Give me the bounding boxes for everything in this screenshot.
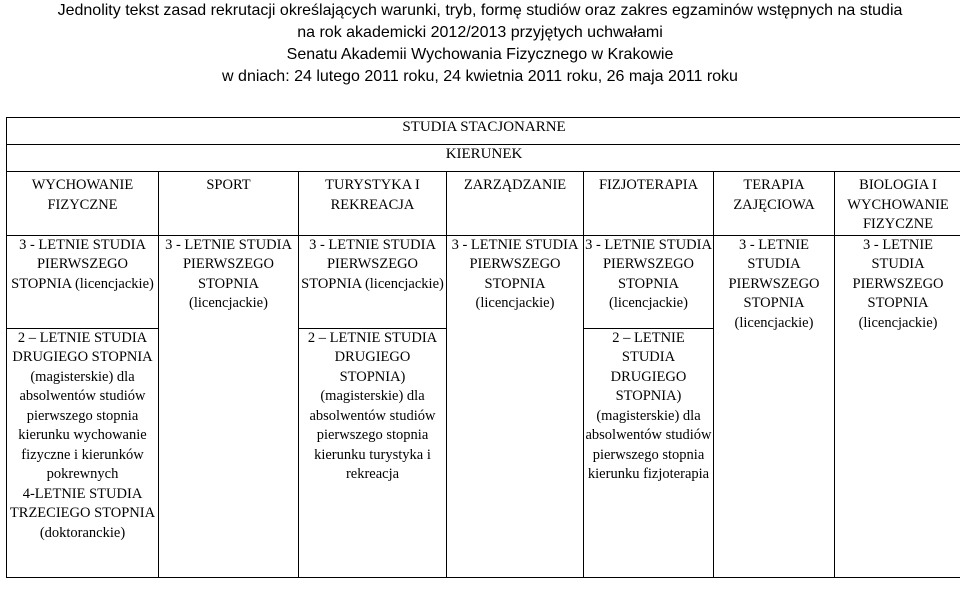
cell-bio-first: 3 - LETNIE STUDIA PIERWSZEGO STOPNIA (licencjackie) [835, 235, 960, 577]
cell-tir-second: 2 – LETNIE STUDIA DRUGIEGO STOPNIA) (magisterskie) dla absolwentów studiów pierwszego stopnia kierunku turystyka i rekreacja [299, 328, 447, 577]
col-header-zarzadzanie: ZARZĄDZANIE [447, 172, 584, 236]
col-header-turystyka: TURYSTYKA I REKREACJA [299, 172, 447, 236]
cell-wf-third-text: 4-LETNIE STUDIA TRZECIEGO STOPNIA (doktoranckie) [9, 485, 156, 541]
cell-terapia-first: 3 - LETNIE STUDIA PIERWSZEGO STOPNIA (licencjackie) [714, 235, 835, 577]
header-line-3: Senatu Akademii Wychowania Fizycznego w Krakowie [286, 46, 674, 63]
cell-wf-first: 3 - LETNIE STUDIA PIERWSZEGO STOPNIA (licencjackie) [7, 235, 159, 328]
cell-zarz-first: 3 - LETNIE STUDIA PIERWSZEGO STOPNIA (licencjackie) [447, 235, 584, 577]
cell-sport-first: 3 - LETNIE STUDIA PIERWSZEGO STOPNIA (licencjackie) [159, 235, 299, 577]
document-header [0, 0, 960, 88]
study-mode-cell: STUDIA STACJONARNE [7, 118, 960, 145]
col-header-sport: SPORT [159, 172, 299, 236]
col-header-fizjoterapia: FIZJOTERAPIA [584, 172, 714, 236]
cell-fizjo-first: 3 - LETNIE STUDIA PIERWSZEGO STOPNIA (licencjackie) [584, 235, 714, 328]
kierunek-cell: KIERUNEK [7, 145, 960, 172]
col-header-terapia: TERAPIA ZAJĘCIOWA [714, 172, 835, 236]
cell-wf-second-text: 2 – LETNIE STUDIA DRUGIEGO STOPNIA (magisterskie) dla absolwentów studiów pierwszego stopnia kierunku wychowanie fizyczne i kierunków pokrewnych [12, 329, 153, 482]
col-header-biologia: BIOLOGIA I WYCHOWANIE FIZYCZNE [835, 172, 960, 236]
header-line-2: na rok akademicki 2012/2013 przyjętych uchwałami [297, 24, 663, 41]
header-line-1: Jednolity tekst zasad rekrutacji określających warunki, tryb, formę studiów oraz zakres egzaminów wstępnych na studia [57, 2, 903, 19]
cell-tir-first: 3 - LETNIE STUDIA PIERWSZEGO STOPNIA (licencjackie) [299, 235, 447, 328]
header-line-4: w dniach: 24 lutego 2011 roku, 24 kwietnia 2011 roku, 26 maja 2011 roku [222, 68, 738, 85]
col-header-wychowanie-fizyczne: WYCHOWANIE FIZYCZNE [7, 172, 159, 236]
cell-wf-second [7, 328, 159, 577]
programs-table [6, 117, 960, 578]
cell-fizjo-second: 2 – LETNIE STUDIA DRUGIEGO STOPNIA) (magisterskie) dla absolwentów studiów pierwszego stopnia kierunku fizjoterapia [584, 328, 714, 577]
